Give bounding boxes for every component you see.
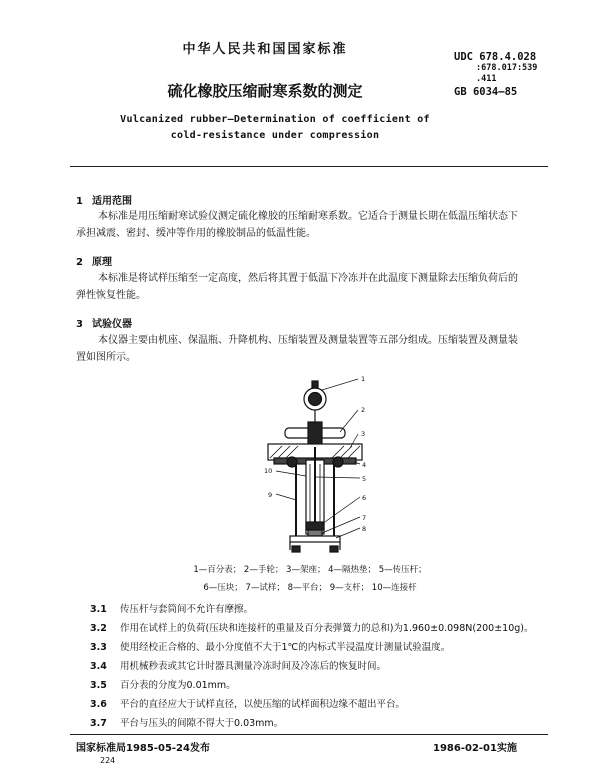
issue-date: 国家标准局1985-05-24发布 <box>76 743 210 754</box>
item-3-1 <box>90 601 560 615</box>
specimen-drawing <box>308 530 322 536</box>
item-3-7-number: 3.7 <box>90 718 107 729</box>
platform-drawing <box>290 536 340 542</box>
figure-label-4: 4 <box>362 461 367 469</box>
figure-label-6: 6 <box>362 494 367 502</box>
figure-caption-line-2: 6—压块； 7—试样； 8—平台； 9—支杆； 10—连接杆 <box>203 583 417 593</box>
section-1-heading <box>76 192 132 207</box>
figure-label-3: 3 <box>361 430 366 438</box>
section-2-number: 2 <box>76 257 83 268</box>
section-3-line-1: 本仪器主要由机座、保温瓶、升降机构、压缩装置及测量装置等五部分组成。压缩装置及测量装 <box>98 335 518 346</box>
item-3-1-text: 传压杆与套筒间不允许有摩擦。 <box>120 604 254 615</box>
item-3-6 <box>90 696 560 710</box>
udc-code <box>454 52 537 85</box>
figure-label-5: 5 <box>362 475 367 483</box>
item-3-2-number: 3.2 <box>90 623 107 634</box>
section-2-line-2: 弹性恢复性能。 <box>76 290 146 301</box>
udc-line-1: UDC 678.4.028 <box>454 51 537 63</box>
figure-label-8: 8 <box>362 525 367 533</box>
item-3-5-text: 百分表的分度为0.01mm。 <box>120 680 236 691</box>
section-1-title: 适用范围 <box>92 196 132 207</box>
item-3-4-text: 用机械秒表或其它计时器具测量冷冻时间及冷冻后的恢复时间。 <box>120 661 387 672</box>
item-3-3-text: 使用经校正合格的、最小分度值不大于1℃的内标式半浸温度计测量试验温度。 <box>120 642 451 653</box>
section-3-paragraph <box>76 332 546 366</box>
item-3-7-text: 平台与压头的间隙不得大于0.03mm。 <box>120 718 284 729</box>
english-title-line-1: Vulcanized rubber—Determination of coefficient of <box>120 114 430 125</box>
effective-date: 1986-02-01实施 <box>433 743 517 754</box>
item-3-4 <box>90 658 560 672</box>
header-divider <box>70 166 548 167</box>
compression-apparatus-figure <box>240 372 390 557</box>
document-title: 硫化橡胶压缩耐寒系数的测定 <box>167 82 363 100</box>
item-3-5-number: 3.5 <box>90 680 107 691</box>
section-1-number: 1 <box>76 196 83 207</box>
figure-caption <box>100 561 520 597</box>
pressure-block-drawing <box>306 522 324 530</box>
section-3-line-2: 置如图所示。 <box>76 352 136 363</box>
section-1-line-2: 承担减震、密封、缓冲等作用的橡胶制品的低温性能。 <box>76 228 316 239</box>
gb-code: GB 6034—85 <box>454 86 518 98</box>
section-3-heading <box>76 315 132 330</box>
section-3-title: 试验仪器 <box>92 319 132 330</box>
item-3-6-text: 平台的直径应大于试样直径，以使压缩的试样面积边缘不超出平台。 <box>120 699 406 710</box>
figure-label-10: 10 <box>264 467 273 475</box>
section-2-title: 原理 <box>92 257 112 268</box>
item-3-3 <box>90 639 560 653</box>
standard-body-title: 中华人民共和国国家标准 <box>182 42 348 57</box>
page-number: 224 <box>100 756 116 765</box>
item-3-7 <box>90 715 560 729</box>
section-2-heading <box>76 253 112 268</box>
item-3-2 <box>90 620 560 634</box>
section-1-line-1: 本标准是用压缩耐寒试验仪测定硫化橡胶的压缩耐寒系数。它适合于测量长期在低温压缩状态下 <box>98 211 518 222</box>
figure-label-7: 7 <box>362 514 367 522</box>
item-3-6-number: 3.6 <box>90 699 107 710</box>
section-1-paragraph <box>76 208 546 242</box>
figure-label-1: 1 <box>361 375 366 383</box>
udc-line-2: :678.017:539 <box>476 63 538 73</box>
figure-label-2: 2 <box>361 406 366 414</box>
english-title-line-2: cold-resistance under compression <box>170 130 380 141</box>
item-3-1-number: 3.1 <box>90 604 107 615</box>
section-2-line-1: 本标准是将试样压缩至一定高度，然后将其置于低温下冷冻并在此温度下测量除去压缩负荷后的 <box>98 273 518 284</box>
item-3-3-number: 3.3 <box>90 642 107 653</box>
section-2-paragraph <box>76 270 546 304</box>
item-3-2-text: 作用在试样上的负荷(压块和连接杆的重量及百分表弹簧力的总和)为1.960±0.098N(200±10g)。 <box>120 623 534 634</box>
figure-label-9: 9 <box>268 491 273 499</box>
figure-caption-line-1: 1—百分表； 2—手轮； 3—架座； 4—隔热垫； 5—传压杆； <box>193 565 427 575</box>
item-3-5 <box>90 677 560 691</box>
footer-divider <box>70 734 548 735</box>
section-3-number: 3 <box>76 319 83 330</box>
item-3-4-number: 3.4 <box>90 661 107 672</box>
udc-line-3: .411 <box>476 74 497 84</box>
